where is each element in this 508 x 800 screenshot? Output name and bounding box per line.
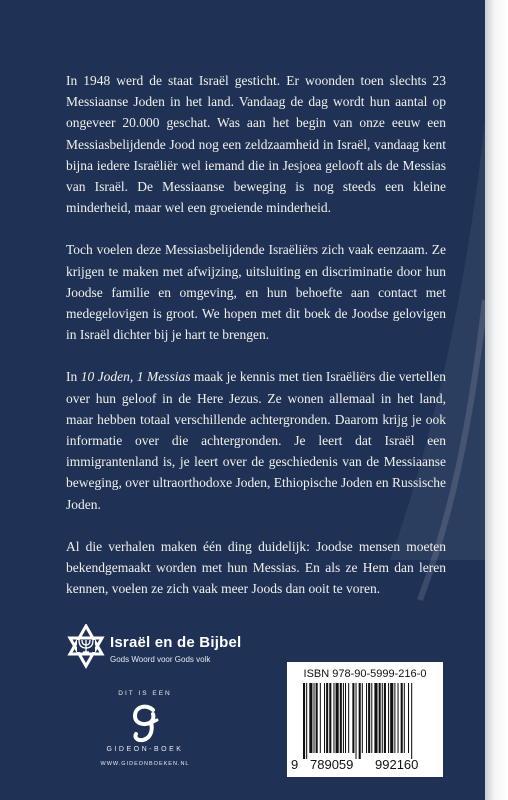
gideon-g-icon [127,702,163,744]
paragraph-body: maak je kennis met tien Israëliërs die vertellen over hun geloof in de Here Jezus. Ze wonen allemaal in het land, maar hebben totaal verschillende achtergronden. Daarom krijg je ook informatie over die achtergronden. Je leert dat Israël een immigrantenland is, je leert over de geschiedenis van de Messiaanse beweging, over ultraorthodoxe Joden, Ethiopische Joden en Russische Joden. [66,369,447,512]
publisher-logo [66,624,276,672]
isbn-label: ISBN 978-90-5999-216-0 [303,668,427,680]
barcode-bar [303,683,305,759]
barcode-bar [390,683,393,753]
barcode-digit-group-2: 992160 [375,757,419,772]
barcode-bar [324,683,325,753]
blurb-paragraph-2: Toch voelen deze Messiasbelijdende Israëliërs zich vaak eenzaam. Ze krijgen te maken met afwijzing, uitsluiting en discriminatie door hun Joodse familie en omgeving, en hun behoefte aan contact met medegelovigen is groot. We hopen met dit boek de Joodse gelovigen in Israël dichter bij je hart te brengen. [66,242,446,343]
barcode-bar [359,683,361,759]
barcode-bar [374,683,377,753]
barcode-bar [356,683,357,759]
publisher-name: Israël en de Bijbel [110,634,242,651]
barcode-bar [368,683,370,753]
book-title: 10 Joden, 1 Messias [80,369,191,385]
barcode-bar [371,683,372,753]
imprint-name: GIDEON-BOEK [106,746,184,753]
barcode-bar [340,683,342,753]
barcode-bar [316,683,318,753]
blurb-text [66,70,446,599]
barcode-bar [408,683,409,753]
barcode-bar [411,683,412,759]
barcode-bar [394,683,395,753]
barcode-bars [299,683,433,759]
barcode-bar [336,683,339,753]
barcode-bar [306,683,307,759]
page-edge [485,0,508,800]
barcode-bar [343,683,344,753]
imprint-url[interactable]: WWW.GIDEONBOEKEN.NL [100,761,190,767]
gideon-imprint [90,690,200,790]
barcode-bar [314,683,315,753]
blurb-paragraph-1: In 1948 werd de staat Israël gesticht. Er woonden toen slechts 23 Messiaanse Joden in het land. Vandaag de dag wordt hun aantal op ongeveer 20.000 geschat. Was aan het begin van onze eeuw een Messiasbelijdende Jood nog een zeldzaamheid in Israël, vandaag kent bijna iedere Israëliër wel iemand die in Jesjoea gelooft als de Messias van Israël. De Messiaanse beweging is nog steeds een kleine minderheid, maar wel een groeiende minderheid. [66,73,446,216]
barcode-bar [329,683,331,753]
barcode-bar [366,683,367,753]
blurb-paragraph-3 [66,366,446,514]
barcode-bar [326,683,328,753]
barcode-bar [345,683,346,753]
barcode-bar [309,683,312,753]
isbn-barcode [287,662,443,777]
barcode-bar [379,683,381,753]
barcode-digit-group-1: 789059 [310,757,354,772]
barcode-bar [352,683,354,753]
barcode-bar [401,683,403,753]
barcode-bar [388,683,389,753]
barcode-bar [362,683,363,753]
barcode-bar [404,683,405,753]
publisher-tagline: Gods Woord voor Gods volk [110,655,211,664]
barcode-bar [320,683,321,753]
paragraph-intro: In [66,369,78,385]
barcode-bar [348,683,349,753]
barcode-digit-first: 9 [291,757,299,772]
barcode-bar [384,683,386,753]
barcode-bar [382,683,383,753]
barcode-bar [333,683,334,753]
imprint-pre-label: DIT IS EEN [118,690,172,697]
barcode-bar [398,683,399,753]
star-of-david-menorah-icon [66,624,106,670]
blurb-paragraph-4: Al die verhalen maken één ding duidelijk: Joodse mensen moeten bekendgemaakt worden met hun Messias. En als ze Hem dan leren kennen, voelen ze zich vaak meer Joods dan ooit te voren. [66,538,446,597]
